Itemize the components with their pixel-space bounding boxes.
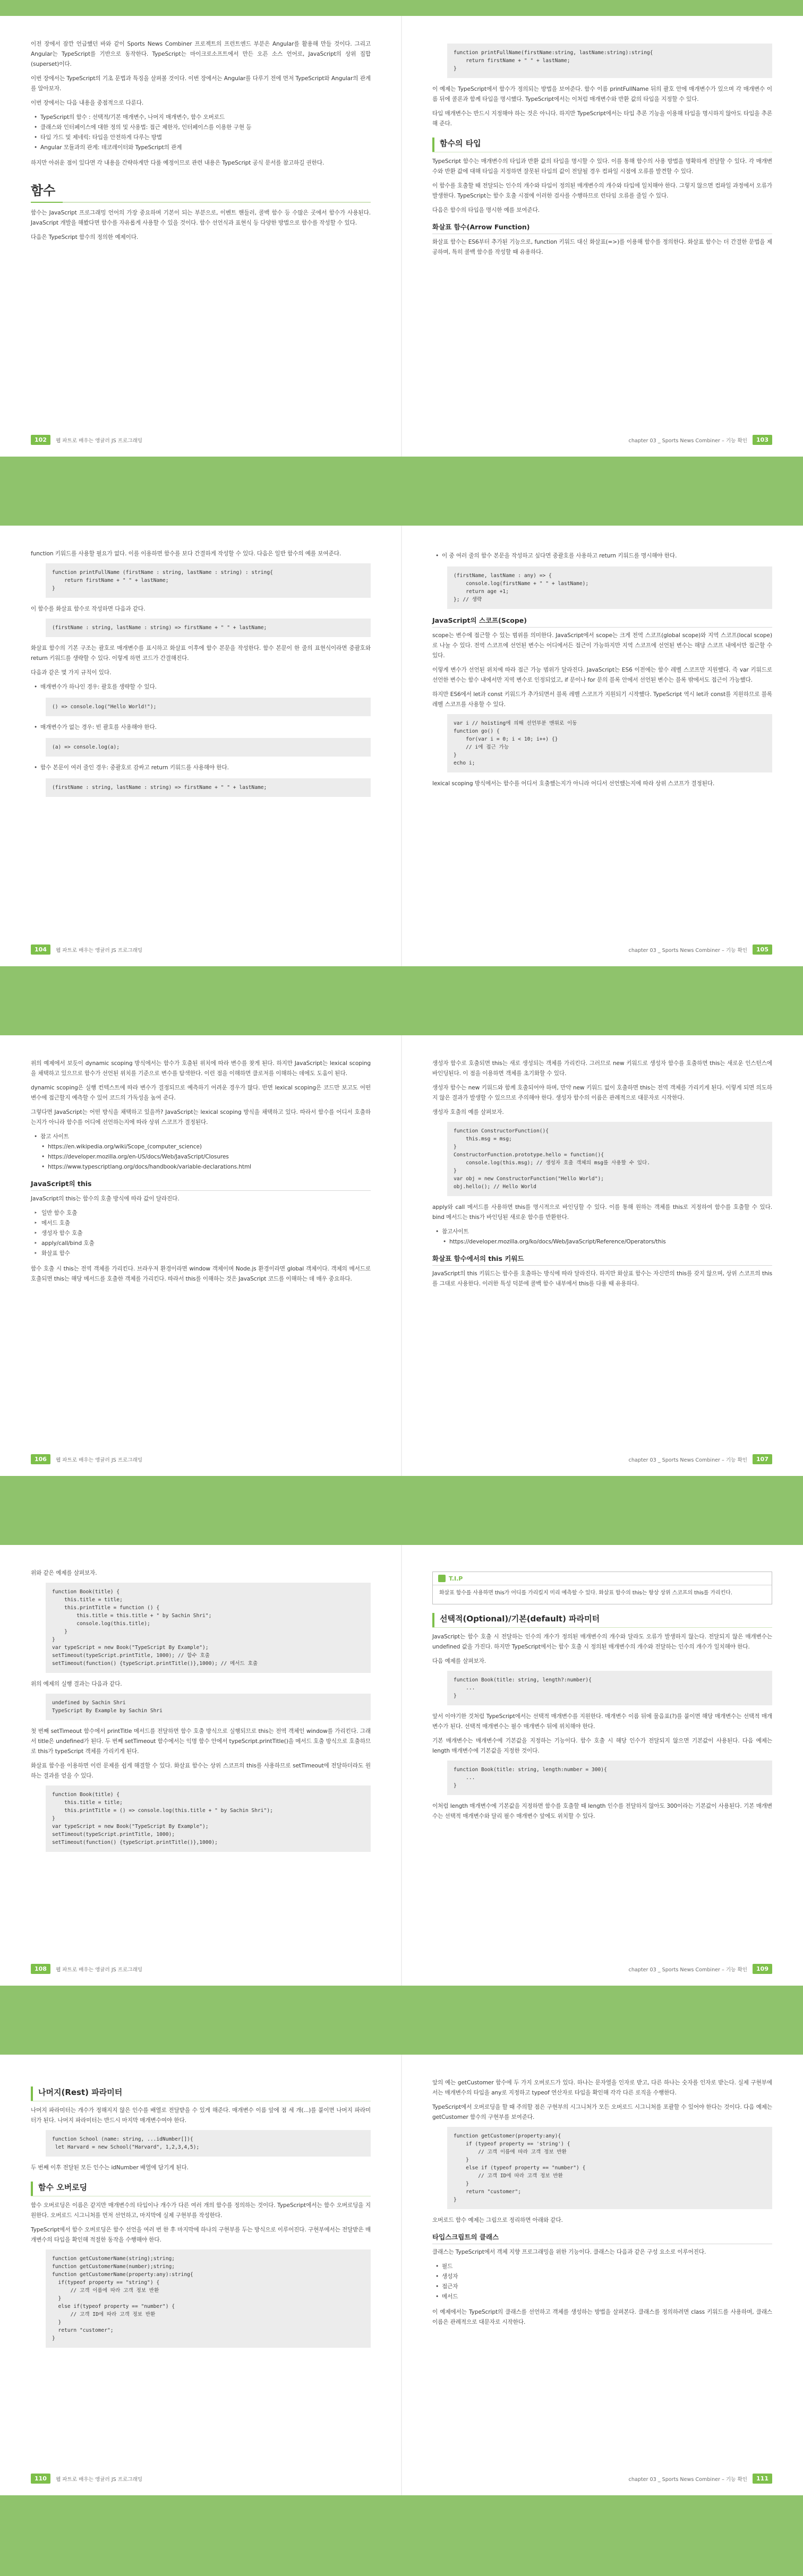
running-title: chapter 03 _ Sports News Combiner – 기능 확인 bbox=[628, 1967, 748, 1973]
code-block: (firstName : string, lastName : string) => firstName + " " + lastName; bbox=[46, 778, 371, 797]
paragraph: dynamic scoping은 실행 컨텍스트에 따라 변수가 결정되므로 예측하기 어려운 경우가 많다. 반면 lexical scoping은 코드만 보고도 어떤 변수에 접근할지 예측할 수 있어 코드의 가독성을 높여 준다. bbox=[31, 1085, 371, 1101]
running-title: 웹 파트로 배우는 앵귤러 JS 프로그래밍 bbox=[55, 437, 143, 444]
running-title: 웹 파트로 배우는 앵귤러 JS 프로그래밍 bbox=[55, 1967, 143, 1973]
code-block: function Book(title) { this.title = title; this.printTitle = () => console.log(this.title + " by Sachin Shri"); } var typeScript = new Book("TypeScript By Example"); setTimeout(typeScript.printTitle, 1000); setTimeout(function() {typeScript.printTitle()},1000); bbox=[46, 1785, 371, 1852]
code-block: function ConstructorFunction(){ this.msg = msg; } ConstructorFunction.prototype.hello = function(){ console.log(this.msg); // 생성자 호출 객체의 msg를 사용할 수 있다. } var obj = new ConstructorFunction("Hello World"); obj.hello(); // Hello World bbox=[447, 1122, 772, 1196]
list-item: • 참고사이트 bbox=[442, 1227, 772, 1237]
paragraph: 위의 예제의 실행 결과는 다음과 같다. bbox=[31, 1681, 122, 1687]
bullet-list bbox=[31, 763, 371, 773]
page-107 bbox=[402, 1035, 803, 1476]
list-item: • 접근자 bbox=[442, 2282, 772, 2292]
page-footer bbox=[31, 2474, 142, 2484]
list-item: • 타입 가드 및 제네릭: 타입을 안전하게 다루는 방법 bbox=[40, 133, 371, 143]
subsection-heading: 선택적(Optional)/기본(default) 파라미터 bbox=[432, 1613, 772, 1628]
page-footer bbox=[31, 944, 142, 955]
paragraph: 클래스는 TypeScript에서 객체 지향 프로그래밍을 위한 기능이다. 클래스는 다음과 같은 구성 요소로 이루어진다. bbox=[432, 2249, 706, 2255]
code-block: function printFullName(firstName:string, lastName:string):string{ return firstName + " " + lastName; } bbox=[447, 44, 772, 78]
page-108 bbox=[0, 1545, 402, 1986]
page-105 bbox=[402, 526, 803, 966]
paragraph: 함수 호출 시 this는 전역 객체를 가리킨다. 브라우저 환경이라면 window 객체이며 Node.js 환경이라면 global 객체이다. 객체의 메서드로 호출되면 this는 해당 메서드를 호출한 객체를 가리킨다. 따라서 this를 이해하는 것은 JavaScript 코드를 이해하는 데 매우 중요하다. bbox=[31, 1266, 371, 1282]
tip-header bbox=[433, 1572, 772, 1585]
page-footer bbox=[629, 1454, 772, 1464]
paragraph: scope는 변수에 접근할 수 있는 범위를 의미한다. JavaScript에서 scope는 크게 전역 스코프(global scope)와 지역 스코프(local scope)로 나눌 수 있다. 전역 스코프에 선언된 변수는 어디에서든 접근이 가능하지만 지역 스코프에 선언된 변수는 해당 스코프 내에서만 접근할 수 있다. bbox=[432, 632, 772, 659]
list-item: • 참고 사이트 bbox=[40, 1132, 371, 1142]
paragraph: TypeScript에서 함수 오버로딩은 함수 선언을 여러 번 한 후 마지막에 하나의 구현부를 두는 방식으로 이루어진다. 구현부에서는 전달받은 매개변수의 타입을 확인해 적절한 동작을 수행해야 한다. bbox=[31, 2227, 371, 2243]
list-item: • 필드 bbox=[442, 2262, 772, 2272]
page-104 bbox=[0, 526, 402, 966]
paragraph: 하지만 아쉬운 점이 있다면 각 내용을 간략하게만 다룰 예정이므로 관련 내용은 TypeScript 공식 문서를 참고하길 권한다. bbox=[31, 160, 324, 166]
code-block: function School (name: string, ...idNumber[]){ let Harvard = new School("Harvard", 1,2,3,4,5); bbox=[46, 2130, 371, 2157]
page-102 bbox=[0, 16, 402, 457]
paragraph: 화살표 함수는 ES6부터 추가된 기능으로, function 키워드 대신 화살표(=>)를 이용해 함수를 정의한다. 화살표 함수는 더 간결한 문법을 제공하며, 특히 콜백 함수를 작성할 때 유용하다. bbox=[432, 239, 772, 255]
paragraph: 다음 예제를 살펴보자. bbox=[432, 1658, 486, 1664]
paragraph: 이전 장에서 잠깐 언급했던 바와 같이 Sports News Combiner 프로젝트의 프런트엔드 부분은 Angular를 활용해 만들 것이다. 그리고 Angular는 TypeScript를 기반으로 동작한다. TypeScript는 마이크로소프트에서 만든 오픈 소스 언어로, JavaScript의 상위 집합(superset)이다. bbox=[31, 41, 371, 67]
page-number: 108 bbox=[31, 1964, 50, 1974]
code-block: (firstName : string, lastName : string) => firstName + " " + lastName; bbox=[46, 619, 371, 637]
page-number: 102 bbox=[31, 435, 50, 445]
page-footer bbox=[629, 1964, 772, 1974]
code-block: function Book(title: string, length:number = 300){ ... } bbox=[447, 1761, 772, 1795]
page-number: 105 bbox=[753, 944, 772, 955]
paragraph: function 키워드를 사용할 필요가 없다. 이를 이용하면 함수를 보다 간결하게 작성할 수 있다. 다음은 일반 함수의 예를 보여준다. bbox=[31, 551, 341, 557]
code-block: (a) => console.log(a); bbox=[46, 738, 371, 757]
paragraph: 하지만 ES6에서 let과 const 키워드가 추가되면서 블록 레벨 스코프가 지원되기 시작했다. TypeScript 역시 let과 const를 지원하므로 블록 레벨 스코프를 사용할 수 있다. bbox=[432, 691, 772, 708]
bullet-list bbox=[432, 551, 772, 561]
tip-text: 화살표 함수를 사용하면 this가 어디를 가리킬지 미리 예측할 수 있다. 화살표 함수의 this는 항상 상위 스코프의 this를 가리킨다. bbox=[439, 1590, 732, 1596]
page-number: 111 bbox=[753, 2474, 772, 2484]
code-block: var i // hoisting에 의해 선언부분 맨위로 이동 function go() { for(var i = 0; i < 10; i++) {} // i에 접근 가능 } echo i; bbox=[447, 714, 772, 772]
list-item: • 생성자 bbox=[442, 2272, 772, 2282]
paragraph: apply와 call 메서드를 사용하면 this를 명시적으로 바인딩할 수 있다. 이를 통해 원하는 객체를 this로 지정하여 함수를 호출할 수 있다. bind 메서드는 this가 바인딩된 새로운 함수를 반환한다. bbox=[432, 1204, 772, 1221]
paragraph: 이렇게 변수가 선언된 위치에 따라 접근 가능 범위가 달라진다. JavaScript는 ES6 이전에는 함수 레벨 스코프만 지원했다. 즉 var 키워드로 선언한 변수는 함수 내에서만 지역 변수로 인정되었고, if 문이나 for 문의 블록 안에서 선언된 변수는 블록 밖에서도 접근이 가능했다. bbox=[432, 667, 772, 683]
paragraph: 위의 예제에서 보듯이 dynamic scoping 방식에서는 함수가 호출된 위치에 따라 변수를 찾게 된다. 하지만 JavaScript는 lexical scoping을 채택하고 있으므로 함수가 선언된 위치를 기준으로 변수를 탐색한다. 이런 점을 이해하면 클로저를 이해하는 데에도 도움이 된다. bbox=[31, 1060, 371, 1077]
spread-3 bbox=[0, 1035, 803, 1476]
tip-box bbox=[432, 1572, 772, 1604]
section-heading: 함수 bbox=[31, 180, 371, 203]
code-block: function Book(title: string, length?:number){ ... } bbox=[447, 1671, 772, 1705]
reference-link[interactable]: • https://developer.mozilla.org/en-US/docs/Web/JavaScript/Closures bbox=[48, 1152, 371, 1162]
list-item: • 이 중 여러 줄의 함수 본문을 작성하고 싶다면 중괄호를 사용하고 return 키워드를 명시해야 한다. bbox=[442, 551, 772, 561]
page-number: 103 bbox=[753, 435, 772, 445]
page-number: 106 bbox=[31, 1454, 50, 1464]
code-block: function getCustomer(property:any){ if (typeof property == 'string') { // 고객 이름에 따라 고객 정보 반환 } else if (typeof property == "number") { // 고객 ID에 따라 고객 정보 반환 } return "customer"; } bbox=[447, 2127, 772, 2209]
list-item: ‣ 메서드 호출 bbox=[40, 1218, 371, 1229]
page-footer bbox=[629, 435, 772, 445]
paragraph: JavaScript는 함수 호출 시 전달하는 인수의 개수가 정의된 매개변수의 개수와 달라도 오류가 발생하지 않는다. 전달되지 않은 매개변수는 undefined 값을 가진다. 하지만 TypeScript에서는 함수 호출 시 정의된 매개변수의 개수와 전달하는 인수의 개수가 일치해야 한다. bbox=[432, 1634, 772, 1650]
running-title: 웹 파트로 배우는 앵귤러 JS 프로그래밍 bbox=[55, 2476, 143, 2483]
paragraph: 이번 장에서는 다음 내용을 중점적으로 다룬다. bbox=[31, 100, 144, 106]
paragraph: 함수 오버로딩은 이름은 같지만 매개변수의 타입이나 개수가 다른 여러 개의 함수를 정의하는 것이다. TypeScript에서는 함수 오버로딩을 지원한다. 오버로드 시그니처를 먼저 선언하고, 마지막에 실제 구현부를 작성한다. bbox=[31, 2202, 371, 2219]
tip-icon bbox=[438, 1575, 446, 1582]
list-item: • 클래스와 인터페이스에 대한 정의 및 사용법: 접근 제한자, 인터페이스를 이용한 구현 등 bbox=[40, 123, 371, 133]
page-103 bbox=[402, 16, 803, 457]
paragraph: 다음과 같은 몇 가지 규칙이 있다. bbox=[31, 669, 112, 676]
list-item: ‣ apply/call/bind 호출 bbox=[40, 1239, 371, 1249]
bullet-list bbox=[31, 682, 371, 692]
paragraph: 화살표 함수의 기본 구조는 괄호로 매개변수를 표시하고 화살표 이후에 함수 본문을 작성한다. 함수 본문이 한 줄의 표현식이라면 중괄호와 return 키워드를 생략할 수 있다. 이렇게 하면 코드가 간결해진다. bbox=[31, 645, 371, 662]
paragraph: 기본 매개변수는 매개변수에 기본값을 지정하는 기능이다. 함수 호출 시 해당 인수가 전달되지 않으면 기본값이 사용된다. 다음 예제는 length 매개변수에 기본값을 지정한 것이다. bbox=[432, 1738, 772, 1754]
list-item: • 메서드 bbox=[442, 2292, 772, 2302]
page-110 bbox=[0, 2055, 402, 2495]
reference-link[interactable]: • https://www.typescriptlang.org/docs/handbook/variable-declarations.html bbox=[48, 1162, 371, 1172]
bullet-list bbox=[31, 1208, 371, 1259]
list-item: • TypeScript의 함수 : 선택적/기본 매개변수, 나머지 매개변수, 함수 오버로드 bbox=[40, 113, 371, 123]
page-number: 107 bbox=[753, 1454, 772, 1464]
paragraph: 다음은 TypeScript 함수의 정의한 예제이다. bbox=[31, 234, 139, 241]
paragraph: 타입 매개변수는 반드시 지정해야 하는 것은 아니다. 하지만 TypeScript에서는 타입 추론 기능을 이용해 타입을 명시하지 않아도 타입을 추론해 준다. bbox=[432, 110, 772, 127]
code-block: function printFullName (firstName : string, lastName : string) : string{ return firstName + " " + lastName; } bbox=[46, 563, 371, 598]
list-item: • 매개변수가 하나인 경우: 괄호를 생략할 수 있다. bbox=[40, 682, 371, 692]
list-item: • 매개변수가 없는 경우: 빈 괄호를 사용해야 한다. bbox=[40, 723, 371, 733]
list-item: ‣ 화살표 함수 bbox=[40, 1249, 371, 1259]
bullet-list bbox=[31, 723, 371, 733]
paragraph: JavaScript의 this는 함수의 호출 방식에 따라 값이 달라진다. bbox=[31, 1196, 180, 1202]
paragraph: TypeScript 함수는 매개변수의 타입과 반환 값의 타입을 명시할 수 있다. 이를 통해 함수의 사용 방법을 명확하게 전달할 수 있다. 각 매개변수와 반환 값에 대해 타입을 지정하면 잘못된 타입의 값이 전달될 경우 컴파일 시점에 오류를 발견할 수 있다. bbox=[432, 158, 772, 175]
page-footer bbox=[31, 1964, 142, 1974]
paragraph: 앞서 이야기한 것처럼 TypeScript에서는 선택적 매개변수를 지원한다. 매개변수 이름 뒤에 물음표(?)를 붙이면 해당 매개변수는 선택적 매개변수가 된다. 선택적 매개변수는 필수 매개변수 뒤에 위치해야 한다. bbox=[432, 1713, 772, 1730]
code-block: (firstName, lastName : any) => { console.log(firstName + " " + lastName); return age +1; }; // 생략 bbox=[447, 566, 772, 609]
tip-label: T.I.P bbox=[449, 1575, 463, 1582]
paragraph: 함수는 JavaScript 프로그래밍 언어의 가장 중요하며 기본이 되는 부분으로, 이벤트 핸들러, 콜백 함수 등 수많은 곳에서 함수가 사용된다. JavaScript 개발을 해봤다면 함수를 자유롭게 사용할 수 있을 것이다. 함수 선언식과 표현식 등 다양한 방법으로 함수를 작성할 수 있다. bbox=[31, 210, 371, 226]
list-item: • 함수 본문이 여러 줄인 경우: 중괄호로 감싸고 return 키워드를 사용해야 한다. bbox=[40, 763, 371, 773]
running-title: 웹 파트로 배우는 앵귤러 JS 프로그래밍 bbox=[55, 947, 143, 954]
paragraph: JavaScript의 this 키워드는 함수를 호출하는 방식에 따라 달라진다. 하지만 화살표 함수는 자신만의 this를 갖지 않으며, 상위 스코프의 this를 그대로 사용한다. 이러한 특성 덕분에 콜백 함수 내부에서 this를 다룰 때 유용하다. bbox=[432, 1270, 772, 1287]
paragraph: 이처럼 length 매개변수에 기본값을 지정하면 함수를 호출할 때 length 인수를 전달하지 않아도 300이라는 기본값이 사용된다. 기본 매개변수는 선택적 매개변수와 달리 필수 매개변수 앞에도 위치할 수 있다. bbox=[432, 1803, 772, 1819]
spread-1 bbox=[0, 16, 803, 457]
minor-heading: 화살표 함수(Arrow Function) bbox=[432, 222, 772, 234]
paragraph: 이 함수를 호출할 때 전달되는 인수의 개수와 타입이 정의된 매개변수의 개수와 타입에 일치해야 한다. 그렇지 않으면 컴파일 과정에서 오류가 발생한다. TypeScript는 함수 호출 시점에 이러한 검사를 수행하므로 런타임 오류를 줄일 수 있다. bbox=[432, 183, 772, 199]
subsection-heading: 나머지(Rest) 파라미터 bbox=[31, 2086, 371, 2101]
paragraph: 생성자 함수는 new 키워드와 함께 호출되어야 하며, 만약 new 키워드 없이 호출하면 this는 전역 객체를 가리키게 된다. 이렇게 되면 의도하지 않은 결과가 발생할 수 있으므로 주의해야 한다. 생성자 함수의 이름은 관례적으로 대문자로 시작한다. bbox=[432, 1085, 772, 1101]
paragraph: 이 예제에서는 TypeScript의 클래스를 선언하고 객체를 생성하는 방법을 살펴본다. 클래스를 정의하려면 class 키워드를 사용하며, 클래스 이름은 관례적으로 대문자로 시작한다. bbox=[432, 2309, 772, 2325]
paragraph: 생성자 호출의 예를 살펴보자. bbox=[432, 1109, 504, 1115]
code-block: () => console.log("Hello World!"); bbox=[46, 698, 371, 716]
subsection-heading: 함수의 타입 bbox=[432, 138, 772, 152]
page-106 bbox=[0, 1035, 402, 1476]
minor-heading: 화살표 함수에서의 this 키워드 bbox=[432, 1253, 772, 1266]
spread-5 bbox=[0, 2055, 803, 2495]
paragraph: 화살표 함수를 이용하면 이런 문제를 쉽게 해결할 수 있다. 화살표 함수는 상위 스코프의 this를 사용하므로 setTimeout에 전달하더라도 원하는 결과를 얻을 수 있다. bbox=[31, 1763, 371, 1779]
running-title: chapter 03 _ Sports News Combiner – 기능 확인 bbox=[628, 947, 748, 954]
paragraph: 이번 장에서는 TypeScript의 기초 문법과 특징을 살펴볼 것이다. 이번 장에서는 Angular를 다루기 전에 먼저 TypeScript와 Angular의 관계를 알아보자. bbox=[31, 75, 371, 92]
page-footer bbox=[629, 2474, 772, 2484]
running-title: chapter 03 _ Sports News Combiner – 기능 확인 bbox=[628, 437, 748, 444]
paragraph: 앞의 예는 getCustomer 함수에 두 가지 오버로드가 있다. 하나는 문자열을 인자로 받고, 다른 하나는 숫자를 인자로 받는다. 실제 구현부에서는 매개변수의 타입을 any로 지정하고 typeof 연산자로 타입을 확인해 각각 다른 로직을 수행한다. bbox=[432, 2080, 772, 2096]
page-111 bbox=[402, 2055, 803, 2495]
page-number: 109 bbox=[753, 1964, 772, 1974]
code-block: function Book(title) { this.title = title; this.printTitle = function () { this.title = this.title + " by Sachin Shri"; console.log(this.title); } } var typeScript = new Book("TypeScript By Example"); setTimeout(typeScript.printTitle, 1000); // 함수 호출 setTimeout(function() {typeScript.printTitle()},1000); // 메서드 호출 bbox=[46, 1583, 371, 1673]
paragraph: 그렇다면 JavaScript는 어떤 방식을 채택하고 있을까? JavaScript는 lexical scoping 방식을 채택하고 있다. 따라서 함수를 어디서 호출하는지가 아니라 함수를 어디에 선언하는지에 따라 상위 스코프가 결정된다. bbox=[31, 1109, 371, 1126]
reference-link[interactable]: • https://en.wikipedia.org/wiki/Scope_(computer_science) bbox=[48, 1142, 371, 1152]
paragraph: 나머지 파라미터는 개수가 정해지지 않은 인수를 배열로 전달받을 수 있게 해준다. 매개변수 이름 앞에 점 세 개(...)를 붙이면 나머지 파라미터가 된다. 나머지 파라미터는 반드시 마지막 매개변수여야 한다. bbox=[31, 2107, 371, 2124]
bullet-list bbox=[31, 113, 371, 153]
page-footer bbox=[31, 1454, 142, 1464]
paragraph: 이 함수를 화살표 함수로 작성하면 다음과 같다. bbox=[31, 606, 146, 612]
paragraph: lexical scoping 방식에서는 함수를 어디서 호출했는지가 아니라 어디서 선언했는지에 따라 상위 스코프가 결정된다. bbox=[432, 780, 715, 787]
minor-heading: JavaScript의 this bbox=[31, 1179, 371, 1191]
running-title: 웹 파트로 배우는 앵귤러 JS 프로그래밍 bbox=[55, 1457, 143, 1463]
page-footer bbox=[31, 435, 142, 445]
paragraph: 두 번째 이후 전달된 모든 인수는 idNumber 배열에 담기게 된다. bbox=[31, 2165, 189, 2171]
paragraph: 위와 같은 예제를 살펴보자. bbox=[31, 1570, 97, 1576]
reference-link[interactable]: • https://developer.mozilla.org/ko/docs/Web/JavaScript/Reference/Operators/this bbox=[449, 1237, 772, 1247]
code-block: undefined by Sachin Shri TypeScript By Example by Sachin Shri bbox=[46, 1694, 371, 1720]
paragraph: TypeScript에서 오버로딩을 할 때 주의할 점은 구현부의 시그니처가 모든 오버로드 시그니처를 포괄할 수 있어야 한다는 것이다. 다음 예제는 getCustomer 함수의 구현부를 보여준다. bbox=[432, 2104, 772, 2120]
reference-list bbox=[31, 1132, 371, 1172]
spread-4 bbox=[0, 1545, 803, 1986]
minor-heading: 타입스크립트의 클래스 bbox=[432, 2232, 772, 2244]
code-block: function getCustomerName(string);string; function getCustomerName(number);string; function getCustomerName(property:any):string{ if(typeof property == "string") { // 고객 이름에 따라 고객 정보 반환 } else if(typeof property == "number") { // 고객 ID에 따라 고객 정보 반환 } return "customer"; } bbox=[46, 2249, 371, 2348]
running-title: chapter 03 _ Sports News Combiner – 기능 확인 bbox=[628, 2476, 748, 2483]
page-footer bbox=[629, 944, 772, 955]
list-item: ‣ 생성자 함수 호출 bbox=[40, 1229, 371, 1239]
bullet-list bbox=[432, 2262, 772, 2302]
page-number: 110 bbox=[31, 2474, 50, 2484]
list-item: • Angular 모듈과의 관계: 데코레이터와 TypeScript의 관계 bbox=[40, 143, 371, 153]
paragraph: 오버로드 함수 예제는 그림으로 정리하면 아래와 같다. bbox=[432, 2217, 563, 2223]
paragraph: 생성자 함수로 호출되면 this는 새로 생성되는 객체를 가리킨다. 그러므로 new 키워드로 생성자 함수를 호출하면 this는 새로운 인스턴스에 바인딩된다. 이 점을 이용하면 객체를 초기화할 수 있다. bbox=[432, 1060, 772, 1077]
page-number: 104 bbox=[31, 944, 50, 955]
running-title: chapter 03 _ Sports News Combiner – 기능 확인 bbox=[628, 1457, 748, 1463]
paragraph: 이 예제는 TypeScript에서 함수가 정의되는 방법을 보여준다. 함수 이름 printFullName 뒤의 괄호 안에 매개변수가 있으며 각 매개변수 이름 뒤에 콜론과 함께 타입을 명시했다. TypeScript에서는 이처럼 매개변수와 반환 값의 타입을 지정할 수 있다. bbox=[432, 86, 772, 102]
spread-2 bbox=[0, 526, 803, 966]
page-109 bbox=[402, 1545, 803, 1986]
subsection-heading: 함수 오버로딩 bbox=[31, 2182, 371, 2196]
paragraph: 다음은 함수의 타입을 명시한 예를 보여준다. bbox=[432, 207, 540, 213]
minor-heading: JavaScript의 스코프(Scope) bbox=[432, 615, 772, 628]
reference-list bbox=[432, 1227, 772, 1247]
paragraph: 첫 번째 setTimeout 함수에서 printTitle 메서드를 전달하면 함수 호출 방식으로 실행되므로 this는 전역 객체인 window를 가리킨다. 그래서 title은 undefined가 된다. 두 번째 setTimeout 함수에서는 익명 함수 안에서 typeScript.printTitle()을 메서드 호출 방식으로 호출하므로 this가 typeScript 객체를 가리키게 된다. bbox=[31, 1728, 371, 1755]
list-item: ‣ 일반 함수 호출 bbox=[40, 1208, 371, 1218]
